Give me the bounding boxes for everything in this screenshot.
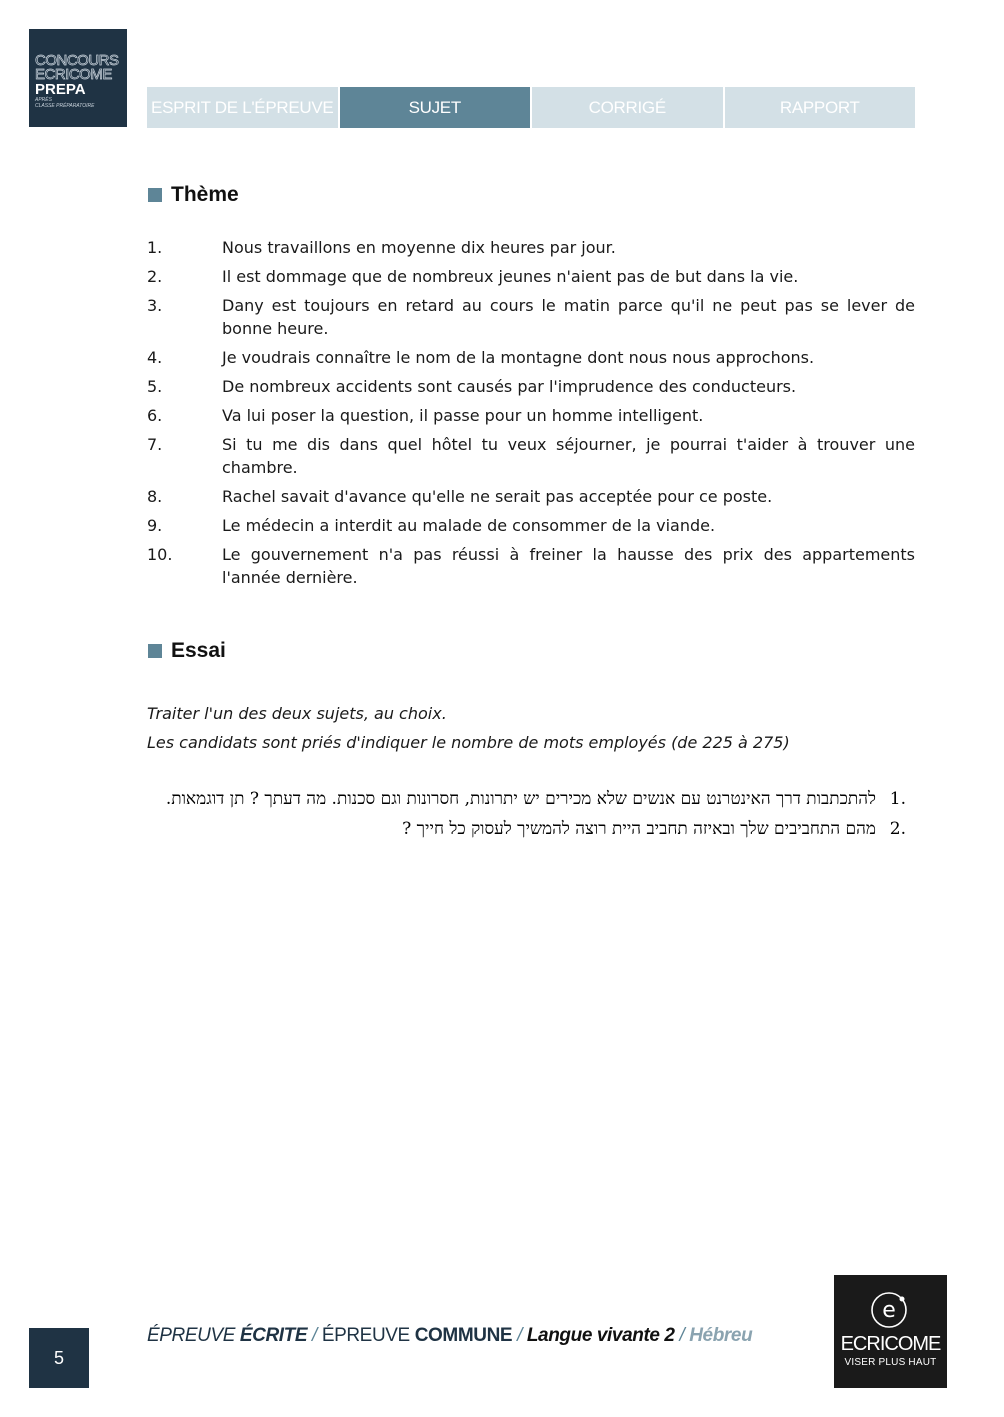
- logo-line-prepa: PREPA: [35, 81, 86, 98]
- footer-separator: /: [674, 1325, 690, 1346]
- list-item: [147, 346, 915, 369]
- item-number: 7.: [147, 435, 163, 454]
- essai-heading: [148, 639, 226, 663]
- ecricome-prepa-logo: [29, 29, 127, 127]
- essai-heading-text: Essai: [171, 639, 226, 662]
- topic-number: 2.: [889, 819, 906, 839]
- theme-heading: [148, 183, 239, 207]
- instruction-line: Les candidats sont priés d'indiquer le nombre de mots employés (de 225 à 275): [147, 733, 790, 752]
- footer-separator: /: [512, 1325, 527, 1346]
- item-number: 9.: [147, 516, 163, 535]
- logo-line-ecricome: ECRICOME: [35, 66, 112, 83]
- list-item: [147, 236, 915, 259]
- item-number: 10.: [147, 545, 173, 564]
- item-number: 1.: [147, 238, 163, 257]
- heading-square-icon: [148, 644, 162, 658]
- topic-number: 1.: [889, 789, 906, 809]
- footer-separator: /: [307, 1325, 322, 1346]
- item-text: Le gouvernement n'a pas réussi à freiner la hausse des prix des appartements l'année dernière.: [222, 545, 915, 587]
- footer-ecrite: ÉCRITE: [239, 1325, 308, 1346]
- item-text: Dany est toujours en retard au cours le matin parce qu'il ne peut pas se lever de bonne heure.: [222, 296, 915, 338]
- footer-langue: Langue vivante 2: [526, 1325, 675, 1346]
- list-item: [147, 433, 915, 479]
- list-item: [147, 404, 915, 427]
- logo-tagline: VISER PLUS HAUT: [844, 1357, 937, 1368]
- page-number-box: [29, 1328, 89, 1388]
- footer-epreuve: ÉPREUVE: [147, 1325, 240, 1346]
- footer-breadcrumb: [147, 1325, 752, 1347]
- item-number: 5.: [147, 377, 163, 396]
- list-item: [147, 485, 915, 508]
- logo-name: ECRICOME: [840, 1333, 941, 1355]
- tab-rapport[interactable]: RAPPORT: [725, 87, 916, 128]
- footer-subject: Hébreu: [689, 1325, 753, 1346]
- instruction-line: Traiter l'un des deux sujets, au choix.: [147, 704, 447, 723]
- item-text: Va lui poser la question, il passe pour un homme intelligent.: [222, 406, 704, 425]
- list-item: [147, 265, 915, 288]
- list-item: [147, 294, 915, 340]
- list-item: [147, 543, 915, 589]
- item-text: Rachel savait d'avance qu'elle ne serait pas acceptée pour ce poste.: [222, 487, 773, 506]
- tab-sujet[interactable]: SUJET: [340, 87, 531, 128]
- essay-topic: [150, 786, 906, 812]
- theme-sentence-list: [147, 236, 915, 595]
- logo-line-apres: APRÈS: [35, 97, 52, 103]
- heading-square-icon: [148, 188, 162, 202]
- footer-epreuve-2: ÉPREUVE: [321, 1325, 415, 1346]
- theme-heading-text: Thème: [171, 183, 239, 206]
- item-text: Je voudrais connaître le nom de la montagne dont nous nous approchons.: [222, 348, 815, 367]
- logo-letter: e: [882, 1298, 896, 1323]
- essay-topic: [150, 816, 906, 842]
- item-text: Si tu me dis dans quel hôtel tu veux séjourner, je pourrai t'aider à trouver une chambre.: [222, 435, 915, 477]
- section-tabs: [147, 87, 915, 128]
- topic-text: להתכתבות דרך האינטרנט עם אנשים שלא מכירים יש יתרונות, חסרונות וגם סכנות. מה דעתך ? תן דוגמאות.: [165, 789, 876, 809]
- item-number: 3.: [147, 296, 163, 315]
- ecricome-e-icon: [869, 1290, 909, 1330]
- footer-commune: COMMUNE: [414, 1325, 513, 1346]
- list-item: [147, 514, 915, 537]
- page-number: 5: [53, 1347, 64, 1368]
- item-number: 6.: [147, 406, 163, 425]
- tab-corrige[interactable]: CORRIGÉ: [532, 87, 723, 128]
- topic-text: מהם התחביבים שלך ובאיזה תחביב היית רוצה להמשיך לעסוק כל חייך ?: [402, 819, 876, 839]
- item-number: 2.: [147, 267, 163, 286]
- list-item: [147, 375, 915, 398]
- ecricome-logo: [834, 1275, 947, 1388]
- item-number: 8.: [147, 487, 163, 506]
- item-text: Le médecin a interdit au malade de consommer de la viande.: [222, 516, 716, 535]
- essai-instructions: [147, 699, 915, 757]
- logo-line-concours: CONCOURS: [35, 52, 119, 69]
- hebrew-essay-topics: [150, 786, 906, 846]
- item-text: De nombreux accidents sont causés par l'imprudence des conducteurs.: [222, 377, 797, 396]
- item-text: Il est dommage que de nombreux jeunes n'aient pas de but dans la vie.: [222, 267, 799, 286]
- logo-line-classe: CLASSE PRÉPARATOIRE: [35, 103, 95, 109]
- item-number: 4.: [147, 348, 163, 367]
- item-text: Nous travaillons en moyenne dix heures par jour.: [222, 238, 616, 257]
- tab-esprit-epreuve[interactable]: ESPRIT DE L'ÉPREUVE: [147, 87, 338, 128]
